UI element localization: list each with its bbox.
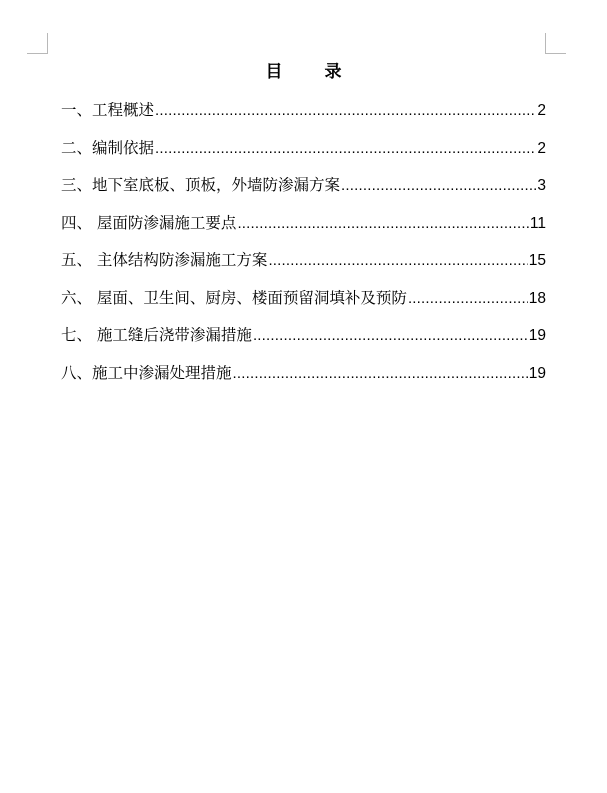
toc-title-char-1: 目 <box>265 62 283 82</box>
toc-entry-page: 2 <box>537 139 546 157</box>
toc-entry-text: 一、工程概述 <box>61 101 155 119</box>
top-left-corner-mark <box>27 33 48 54</box>
toc-entry-page: 19 <box>528 364 546 382</box>
toc-entry-page: 11 <box>529 214 546 232</box>
toc-entry-text: 三、地下室底板、顶板，外墙防渗漏方案 <box>61 176 341 194</box>
toc-entry-7[interactable] <box>61 321 546 359</box>
toc-entry-text: 二、编制依据 <box>61 138 155 157</box>
toc-entry-page: 15 <box>528 252 546 269</box>
top-right-corner-mark <box>545 33 566 54</box>
toc-entry-text: 七、 施工缝后浇带渗漏措施 <box>61 326 252 344</box>
toc-title-char-2: 录 <box>324 62 342 82</box>
toc-list <box>61 96 546 396</box>
toc-title <box>0 60 607 84</box>
toc-dot-leader <box>341 172 536 200</box>
toc-entry-5[interactable] <box>61 246 546 284</box>
toc-entry-text: 六、 屋面、卫生间、厨房、楼面预留洞填补及预防 <box>61 288 407 307</box>
toc-entry-1[interactable] <box>61 96 546 134</box>
toc-dot-leader <box>233 360 528 388</box>
toc-entry-text: 五、 主体结构防渗漏施工方案 <box>61 251 268 269</box>
toc-entry-page: 18 <box>528 289 546 307</box>
toc-dot-leader <box>408 285 528 313</box>
toc-dot-leader <box>155 135 536 163</box>
toc-dot-leader <box>253 322 528 350</box>
toc-entry-text: 八、施工中渗漏处理措施 <box>61 363 232 382</box>
toc-entry-page: 2 <box>537 102 546 119</box>
toc-entry-text: 四、 屋面防渗漏施工要点 <box>61 213 237 232</box>
toc-entry-page: 3 <box>537 177 546 194</box>
toc-dot-leader <box>237 210 528 238</box>
toc-dot-leader <box>155 97 536 125</box>
toc-entry-6[interactable] <box>61 284 546 322</box>
toc-dot-leader <box>268 247 527 275</box>
toc-entry-page: 19 <box>528 327 546 344</box>
toc-entry-4[interactable] <box>61 209 546 247</box>
toc-entry-2[interactable] <box>61 134 546 172</box>
toc-entry-3[interactable] <box>61 171 546 209</box>
toc-entry-8[interactable] <box>61 359 546 397</box>
